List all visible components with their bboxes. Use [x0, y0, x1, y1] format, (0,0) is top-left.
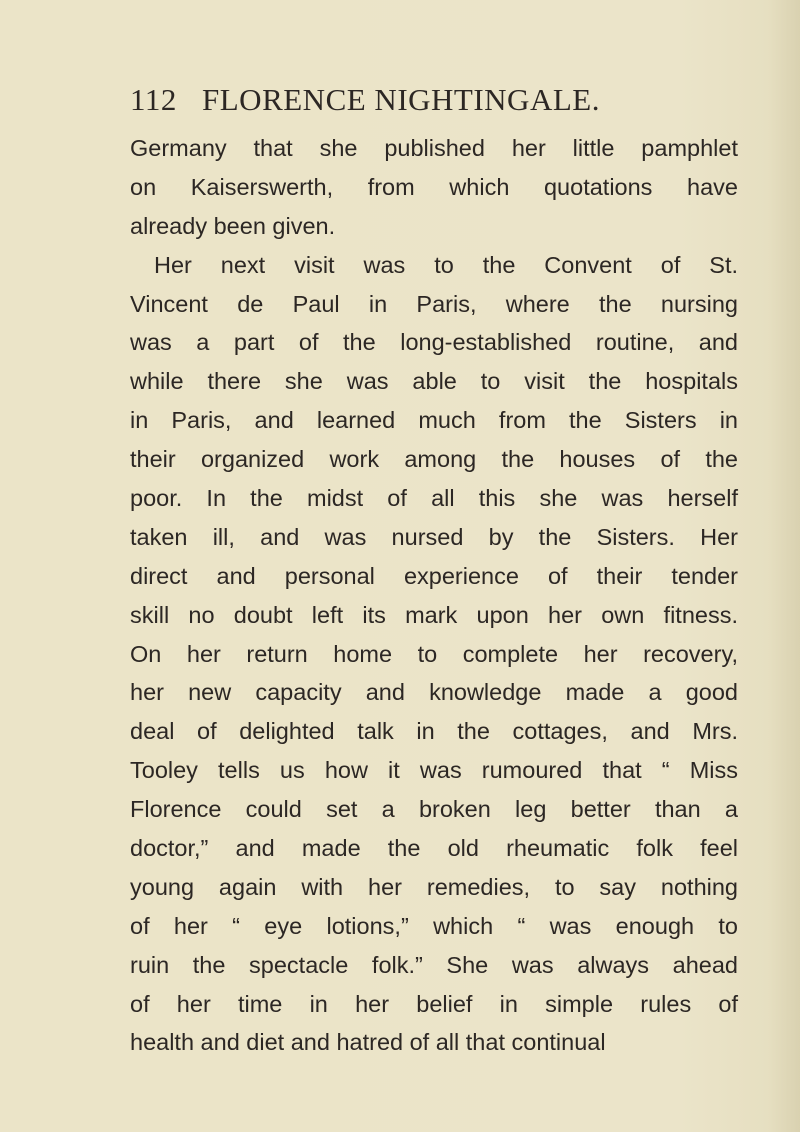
text-line: on Kaiserswerth, from which quotations have: [130, 173, 738, 200]
text-line: direct and personal experience of their tender: [130, 562, 738, 589]
text-line: skill no doubt left its mark upon her own fitness.: [130, 601, 738, 628]
text-line: of her “ eye lotions,” which “ was enough to: [130, 912, 738, 939]
text-line: while there she was able to visit the hospitals: [130, 368, 738, 395]
text-line: her new capacity and knowledge made a good: [130, 679, 738, 706]
text-line: taken ill, and was nursed by the Sisters. Her: [130, 523, 738, 550]
text-line: in Paris, and learned much from the Sisters in: [130, 407, 738, 434]
text-line: ruin the spectacle folk.” She was always ahead: [130, 951, 738, 978]
text-line: Florence could set a broken leg better than a: [130, 796, 738, 823]
text-line: was a part of the long-established routine, and: [130, 329, 738, 356]
running-head: FLORENCE NIGHTINGALE.: [202, 82, 600, 117]
text-line: deal of delighted talk in the cottages, and Mrs.: [130, 718, 738, 745]
text-line: of her time in her belief in simple rules of: [130, 990, 738, 1017]
text-line: their organized work among the houses of the: [130, 446, 738, 473]
text-line: poor. In the midst of all this she was herself: [130, 485, 738, 512]
text-line: On her return home to complete her recovery,: [130, 640, 738, 667]
text-line: already been given.: [130, 212, 336, 239]
text-line: doctor,” and made the old rheumatic folk feel: [130, 835, 738, 862]
page-header: [130, 82, 670, 122]
text-line: Tooley tells us how it was rumoured that “ Miss: [130, 757, 738, 784]
text-line: Germany that she published her little pamphlet: [130, 135, 738, 161]
text-line: young again with her remedies, to say nothing: [130, 873, 738, 900]
text-line: Vincent de Paul in Paris, where the nursing: [130, 290, 738, 317]
text-line: health and diet and hatred of all that continual: [130, 1029, 606, 1056]
page-number: 112: [130, 82, 177, 117]
text-line: Her next visit was to the Convent of St.: [154, 251, 738, 278]
body-text: [130, 129, 738, 1062]
